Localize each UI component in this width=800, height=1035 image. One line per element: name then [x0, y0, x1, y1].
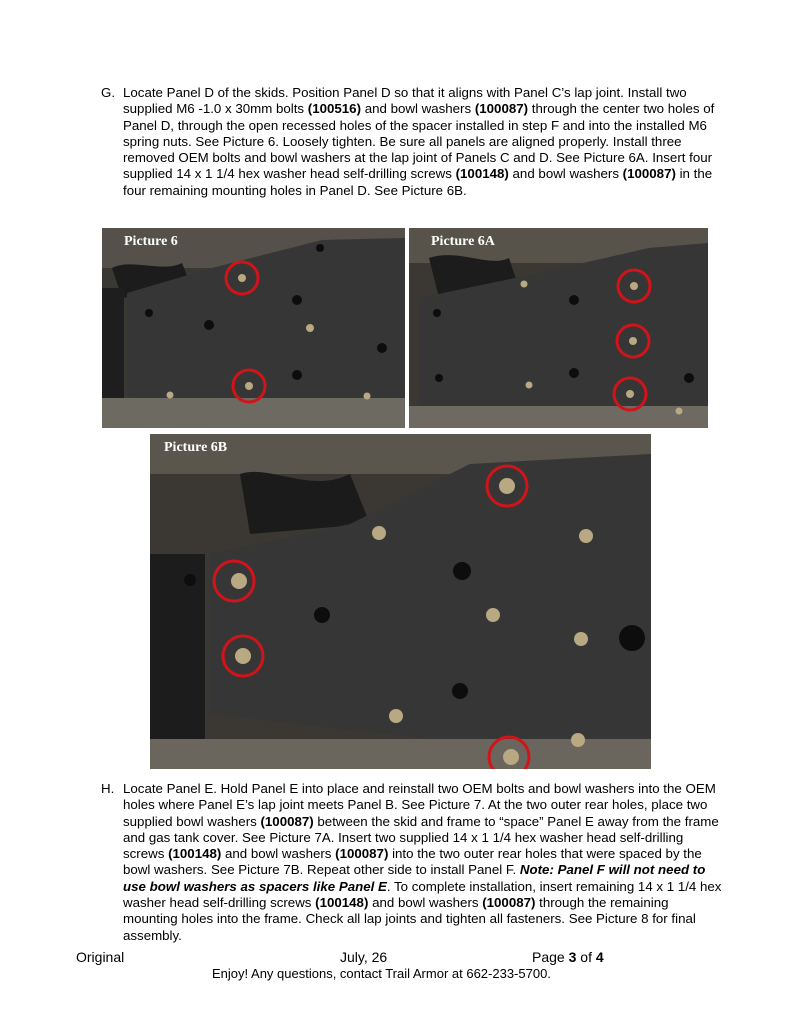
step-h-letter: H. [101, 781, 115, 796]
step-g-text-part: (100516) [307, 101, 361, 117]
footer-contact: Enjoy! Any questions, contact Trail Armor at 662-233-5700. [212, 966, 551, 981]
picture-6b-photo [150, 434, 651, 769]
step-h-text-part: and bowl washers [221, 846, 336, 862]
footer-page-number [532, 949, 604, 965]
page-mid: of [576, 949, 596, 965]
picture-6b-caption: Picture 6B [164, 440, 228, 455]
picture-6-caption: Picture 6 [124, 234, 178, 249]
step-h-text-part: between the skid and frame to “space” Panel E away from the frame and gas tank cover. See Picture 7A. Insert two supplied 14 x 1 1/4 hex washer head self-drilling screws [123, 813, 719, 862]
step-g-text [123, 85, 723, 199]
step-h-text-part: Locate Panel E. Hold Panel E into place and reinstall two OEM bolts and bowl washers into the OEM holes where Panel E’s lap joint meets Panel B. See Picture 7. At the two outer rear holes, place two supplied bowl washers [123, 781, 716, 829]
page-prefix: Page [532, 949, 569, 965]
step-h-text [123, 781, 723, 944]
step-g [101, 85, 723, 199]
footer-date: July, 26 [340, 949, 388, 965]
step-h [101, 781, 723, 944]
step-h-text-part: (100148) [315, 895, 369, 911]
step-h-text-part: (100087) [482, 895, 536, 911]
step-g-text-part: (100148) [455, 166, 509, 182]
step-g-text-part: (100087) [622, 166, 676, 182]
footer-original: Original [76, 949, 125, 965]
picture-6-photo [102, 228, 405, 428]
step-g-text-part: and bowl washers [508, 166, 623, 182]
step-g-text-part: through the center two holes of Panel D, through the open recessed holes of the spacer installed in step F and into the installed M6 spring nuts. See Picture 6. Loosely tighten. Be sure all panels are aligned properly. Install three removed OEM bolts and bowl washers at the lap joint of Panels C and D. See Picture 6A. Insert four supplied 14 x 1 1/4 hex washer head self-drilling screws [123, 101, 715, 182]
step-h-text-part: through the remaining mounting holes into the frame. Check all lap joints and tighten all fasteners. See Picture 8 for final assembly. [123, 895, 696, 943]
step-h-text-part: and bowl washers [368, 895, 483, 911]
picture-6a-photo [409, 228, 708, 428]
step-h-text-part: (100087) [260, 813, 314, 829]
step-g-text-part: Locate Panel D of the skids. Position Panel D so that it aligns with Panel C’s lap joint. Install two supplied M6 -1.0 x 30mm bolts [123, 85, 687, 117]
step-h-text-part: (100087) [335, 846, 389, 862]
page-total: 4 [595, 949, 604, 965]
step-g-letter: G. [101, 85, 116, 100]
picture-6a-caption: Picture 6A [431, 234, 495, 249]
step-h-text-part: into the two outer rear holes that were spaced by the bowl washers. See Picture 7B. Repeat other side to install Panel F. [123, 846, 702, 878]
step-h-text-part: . To complete installation, insert remaining 14 x 1 1/4 hex washer head self-drilling screws [123, 878, 722, 911]
step-g-text-part: and bowl washers [361, 101, 475, 117]
step-g-text-part: in the four remaining mounting holes in Panel D. See Picture 6B. [123, 166, 713, 198]
step-h-text-part: (100148) [168, 846, 222, 862]
step-g-text-part: (100087) [474, 101, 529, 117]
page-num: 3 [568, 949, 577, 965]
step-h-text-part: Note: Panel F will not need to use bowl washers as spacers like Panel E [123, 862, 706, 894]
